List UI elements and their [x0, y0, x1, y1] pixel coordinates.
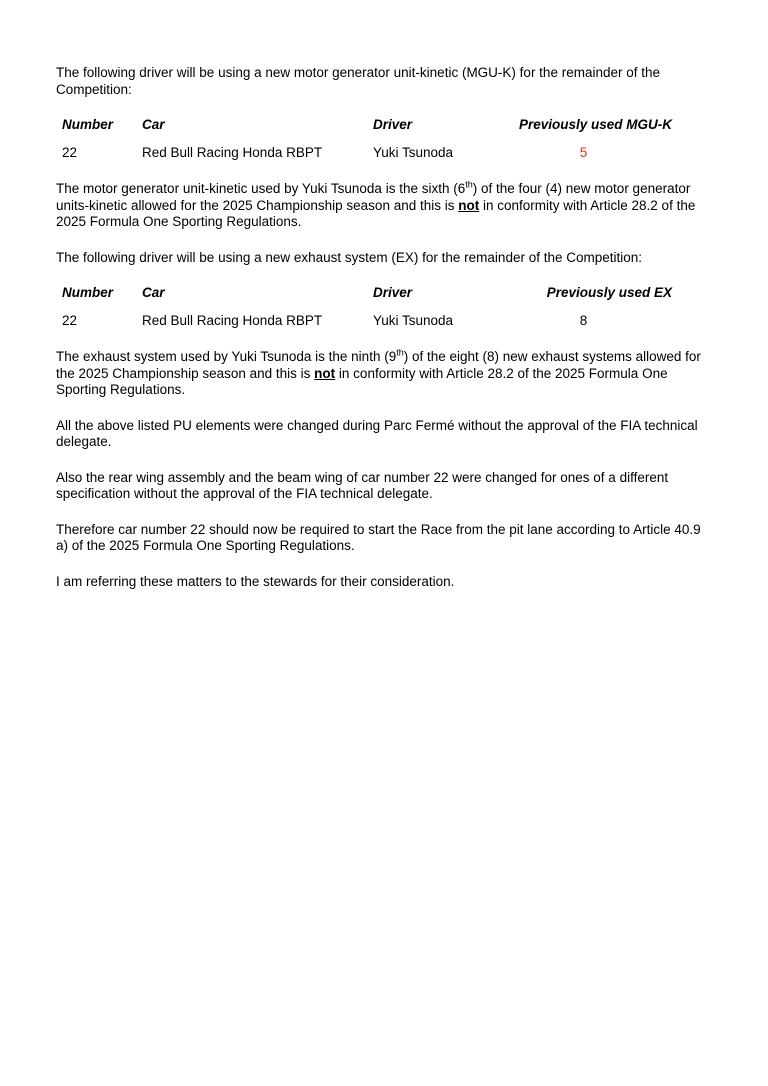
mguk-ordinal-suffix: th [465, 179, 473, 190]
mguk-col-header-car: Car [142, 117, 165, 132]
ex-table [62, 285, 672, 329]
ex-table-row [62, 313, 672, 330]
mguk-conformity-seg2: ) of the four (4) new motor generator units-kinetic allowed for the 2025 Championship season and this is [56, 181, 691, 213]
mguk-table [62, 117, 672, 161]
ex-conformity-seg2: ) of the eight (8) new exhaust systems allowed for the 2025 Championship season and this is [56, 349, 701, 381]
ex-ordinal-suffix: th [396, 347, 404, 358]
ex-conformity-seg1: The exhaust system used by Yuki Tsunoda is the ninth (9 [56, 349, 397, 364]
mguk-col-header-driver: Driver [373, 117, 413, 132]
mguk-not-emphasis: not [458, 197, 480, 213]
mguk-driver-name: Yuki Tsunoda [373, 144, 454, 160]
mguk-table-header-row [62, 117, 672, 134]
ex-table-header-row [62, 285, 672, 302]
mguk-conformity-seg1: The motor generator unit-kinetic used by Yuki Tsunoda is the sixth (6 [56, 181, 466, 196]
ex-conformity-seg3: in conformity with Article 28.2 of the 2025 Formula One Sporting Regulations. [56, 365, 668, 397]
mguk-intro-paragraph: The following driver will be using a new motor generator unit-kinetic (MGU-K) for the remainder of the Competition: [56, 65, 661, 97]
mguk-col-header-previously-used: Previously used MGU-K [518, 117, 672, 132]
ex-previously-used-value: 8 [579, 312, 588, 328]
mguk-car-number: 22 [62, 144, 78, 160]
pit-lane-paragraph: Therefore car number 22 should now be required to start the Race from the pit lane according to Article 40.9 a) of the 2025 Formula One Sporting Regulations. [56, 521, 701, 553]
ex-col-header-previously-used: Previously used EX [546, 285, 672, 300]
mguk-col-header-number: Number [62, 117, 114, 132]
ex-col-header-driver: Driver [373, 285, 413, 300]
ex-col-header-car: Car [142, 285, 165, 300]
ex-intro-paragraph: The following driver will be using a new exhaust system (EX) for the remainder of the Competition: [56, 249, 643, 265]
mguk-table-row [62, 145, 672, 162]
rear-wing-paragraph: Also the rear wing assembly and the beam wing of car number 22 were changed for ones of a different specification without the approval of the FIA technical delegate. [56, 469, 669, 501]
mguk-conformity-paragraph [56, 181, 716, 231]
ex-not-emphasis: not [314, 365, 336, 381]
referral-paragraph: I am referring these matters to the stewards for their consideration. [56, 573, 455, 589]
ex-car-number: 22 [62, 312, 78, 328]
mguk-car-name: Red Bull Racing Honda RBPT [142, 144, 323, 160]
mguk-previously-used-value: 5 [579, 144, 588, 160]
mguk-conformity-seg3: in conformity with Article 28.2 of the 2025 Formula One Sporting Regulations. [56, 197, 696, 229]
ex-conformity-paragraph [56, 349, 716, 399]
ex-car-name: Red Bull Racing Honda RBPT [142, 312, 323, 328]
ex-driver-name: Yuki Tsunoda [373, 312, 454, 328]
parc-ferme-paragraph: All the above listed PU elements were changed during Parc Fermé without the approval of the FIA technical delegate. [56, 417, 698, 449]
ex-col-header-number: Number [62, 285, 114, 300]
